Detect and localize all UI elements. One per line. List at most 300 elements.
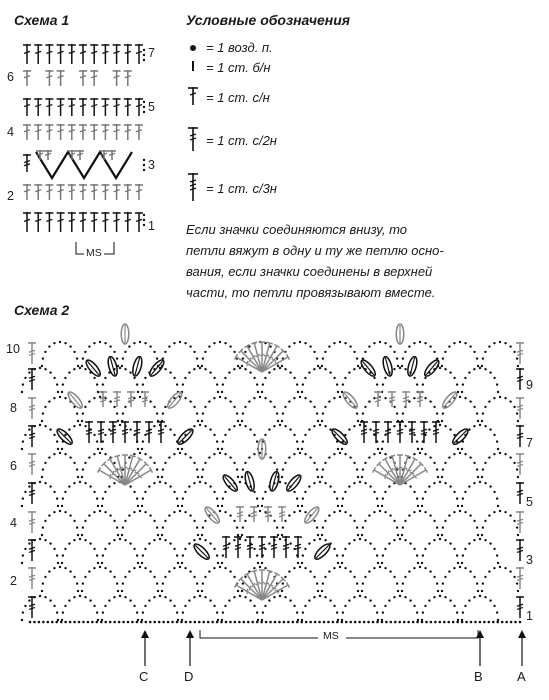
chain-dot	[217, 391, 219, 393]
chain-dot	[364, 482, 366, 484]
chain-dot	[302, 440, 304, 442]
chain-dot	[424, 567, 426, 569]
chain-dot	[44, 482, 46, 484]
chain-dot	[444, 520, 446, 522]
cluster-symbol	[121, 324, 129, 344]
chain-dot	[268, 371, 270, 373]
chain-dot	[402, 357, 404, 359]
chain-dot	[84, 462, 86, 464]
chain-dot	[289, 371, 291, 373]
stitch-symbol	[250, 506, 258, 522]
chain-dot	[261, 391, 263, 393]
cluster-symbol	[422, 358, 441, 378]
marker-arrow	[518, 630, 526, 666]
chain-dot	[184, 342, 186, 344]
chain-dot	[164, 539, 166, 541]
stitch-symbol	[101, 184, 109, 200]
chain-dot	[81, 534, 83, 536]
stitch-symbol	[416, 391, 424, 407]
chain-dot	[44, 520, 46, 522]
chain-dot	[299, 396, 301, 398]
scheme2-row-10: 10	[6, 342, 20, 356]
chain-dot	[239, 538, 241, 540]
fan-stitch	[235, 582, 264, 602]
chain-dot	[373, 548, 375, 550]
chain-dot	[289, 428, 291, 430]
stitch-symbol	[28, 539, 36, 561]
chain-dot	[309, 621, 312, 624]
chain-dot	[204, 351, 206, 353]
chain-dot	[61, 562, 63, 564]
chain-dot	[241, 590, 243, 592]
chain-dot	[353, 482, 355, 484]
chain-dot	[469, 456, 471, 458]
chain-dot	[93, 342, 95, 344]
chain-dot	[194, 621, 197, 624]
chain-dot	[44, 368, 46, 370]
chain-dot	[184, 605, 186, 607]
chain-dot	[253, 397, 255, 399]
chain-dot	[362, 582, 364, 584]
chain-dot	[253, 453, 255, 455]
chain-dot	[48, 400, 50, 402]
chain-dot	[53, 453, 55, 455]
stitch-symbol	[282, 536, 290, 558]
chain-dot	[364, 351, 366, 353]
chain-dot	[328, 400, 330, 402]
chain-dot	[22, 383, 24, 385]
chain-dot	[501, 621, 504, 624]
chain-dot	[237, 590, 239, 592]
chain-dot	[516, 468, 518, 470]
chain-dot	[379, 566, 381, 568]
chain-dot	[419, 452, 421, 454]
chain-dot	[477, 476, 479, 478]
chain-dot	[488, 345, 490, 347]
chain-dot	[484, 351, 486, 353]
chain-dot	[222, 440, 224, 442]
chain-dot	[219, 566, 221, 568]
chain-dot	[452, 621, 455, 624]
chain-dot	[421, 562, 423, 564]
chain-dot	[273, 462, 275, 464]
chain-dot	[424, 377, 426, 379]
chain-dot	[69, 570, 71, 572]
chain-dot	[281, 534, 283, 536]
chain-dot	[113, 462, 115, 464]
chain-dot	[461, 448, 463, 450]
chain-dot	[242, 412, 244, 414]
chain-dot	[162, 468, 164, 470]
chain-dot	[169, 485, 171, 487]
chain-dot	[499, 566, 501, 568]
stitch-symbol	[124, 212, 132, 232]
chain-dot	[282, 412, 284, 414]
chain-dot	[242, 357, 244, 359]
marker-b: B	[474, 669, 483, 684]
legend-text: = 1 ст. с/н	[206, 90, 270, 105]
stitch-symbol	[294, 536, 302, 558]
chain-dot	[297, 562, 299, 564]
chain-dot	[189, 570, 191, 572]
chain-dot	[129, 542, 131, 544]
chain-dot	[156, 582, 158, 584]
chain-dot	[222, 383, 224, 385]
chain-dot	[113, 351, 115, 353]
chain-dot	[356, 526, 358, 528]
chain-dot	[143, 111, 145, 113]
chain-dot	[244, 520, 246, 522]
stitch-symbol	[516, 342, 524, 364]
chain-dot	[53, 567, 55, 569]
chain-dot	[459, 566, 461, 568]
chain-dot	[216, 611, 218, 613]
chain-dot	[468, 599, 470, 601]
chain-dot	[213, 342, 215, 344]
chain-dot	[497, 448, 499, 450]
chain-dot	[324, 596, 326, 598]
chain-dot	[404, 425, 406, 427]
stitch-symbol	[388, 391, 396, 407]
chain-dot	[462, 554, 464, 556]
chain-dot	[243, 621, 246, 624]
chain-dot	[419, 566, 421, 568]
chain-dot	[377, 505, 379, 507]
scheme2-chart	[0, 320, 549, 690]
chain-dot	[182, 383, 184, 385]
chain-dot	[477, 365, 479, 367]
chain-dot	[233, 520, 235, 522]
chain-dot	[181, 448, 183, 450]
chain-dot	[53, 511, 55, 513]
chain-dot	[321, 420, 323, 422]
chain-dot	[342, 383, 344, 385]
chain-dot	[516, 357, 518, 359]
chain-dot	[304, 434, 306, 436]
marker-d: D	[184, 669, 194, 684]
chain-dot	[256, 611, 258, 613]
chain-dot	[141, 505, 143, 507]
chain-dot	[143, 54, 145, 56]
chain-dot	[353, 462, 355, 464]
chain-dot	[344, 548, 346, 550]
chain-dot	[433, 539, 435, 541]
chain-dot	[211, 621, 214, 624]
chain-dot	[379, 510, 381, 512]
chain-dot	[79, 367, 81, 369]
chain-dot	[456, 611, 458, 613]
chain-dot	[348, 599, 350, 601]
chain-dot	[119, 367, 121, 369]
stitch-symbol	[68, 44, 76, 64]
chain-dot	[413, 491, 415, 493]
chain-dot	[373, 453, 375, 455]
chain-dot	[404, 596, 406, 598]
chain-dot	[384, 342, 386, 344]
chain-dot	[399, 367, 401, 369]
chain-dot	[413, 567, 415, 569]
chain-dot	[239, 481, 241, 483]
chain-dot	[177, 505, 179, 507]
chain-dot	[304, 453, 306, 455]
chain-dot	[484, 462, 486, 464]
chain-dot	[304, 567, 306, 569]
chain-dot	[156, 468, 158, 470]
chain-dot	[229, 570, 231, 572]
chain-dot	[91, 621, 94, 624]
chain-dot	[379, 452, 381, 454]
chain-dot	[424, 548, 426, 550]
cluster-symbol	[330, 427, 350, 447]
chain-dot	[313, 520, 315, 522]
chain-dot	[99, 341, 101, 343]
chain-dot	[264, 434, 266, 436]
chain-dot	[87, 621, 90, 624]
chain-dot	[249, 599, 251, 601]
chain-dot	[276, 526, 278, 528]
chain-dot	[108, 485, 110, 487]
chain-dot	[424, 491, 426, 493]
chain-dot	[516, 582, 518, 584]
chain-dot	[56, 440, 58, 442]
stitch-symbol	[28, 368, 36, 390]
chain-dot	[493, 605, 495, 607]
chain-dot	[253, 377, 255, 379]
chain-dot	[388, 485, 390, 487]
chain-dot	[121, 590, 123, 592]
chain-dot	[441, 476, 443, 478]
chain-dot	[109, 621, 112, 624]
stitch-symbol	[57, 124, 65, 140]
chain-dot	[382, 611, 384, 613]
chain-dot	[168, 570, 170, 572]
chain-dot	[142, 554, 144, 556]
chain-dot	[109, 400, 111, 402]
chain-dot	[313, 425, 315, 427]
chain-dot	[284, 482, 286, 484]
chain-dot	[122, 357, 124, 359]
chain-dot	[157, 476, 159, 478]
chain-dot	[224, 567, 226, 569]
chain-dot	[264, 491, 266, 493]
chain-dot	[149, 456, 151, 458]
chain-dot	[113, 406, 115, 408]
chain-dot	[457, 619, 459, 621]
chain-dot	[57, 448, 59, 450]
chain-dot	[156, 412, 158, 414]
chain-dot	[357, 476, 359, 478]
chain-dot	[144, 605, 146, 607]
chain-dot	[233, 406, 235, 408]
stitch-symbol	[516, 511, 524, 533]
chain-dot	[289, 599, 291, 601]
chain-dot	[357, 420, 359, 422]
chain-dot	[453, 511, 455, 513]
chain-dot	[273, 406, 275, 408]
chain-dot	[409, 599, 411, 601]
chain-dot	[229, 621, 232, 624]
chain-dot	[44, 596, 46, 598]
chain-dot	[296, 497, 298, 499]
chain-dot	[429, 345, 431, 347]
chain-dot	[77, 420, 79, 422]
stitch-symbol	[79, 98, 87, 116]
chain-dot	[224, 491, 226, 493]
chain-dot	[513, 351, 515, 353]
chain-dot	[209, 371, 211, 373]
chain-dot	[44, 576, 46, 578]
chain-dot	[368, 456, 370, 458]
chain-dot	[493, 434, 495, 436]
chain-dot	[329, 599, 331, 601]
chain-dot	[84, 425, 86, 427]
chain-dot	[184, 491, 186, 493]
chain-dot	[293, 397, 295, 399]
chain-dot	[168, 456, 170, 458]
chain-dot	[448, 514, 450, 516]
chain-dot	[416, 497, 418, 499]
chain-dot	[173, 434, 175, 436]
chain-dot	[484, 406, 486, 408]
chain-dot	[133, 511, 135, 513]
chain-dot	[376, 383, 378, 385]
chain-dot	[181, 562, 183, 564]
chain-dot	[88, 570, 90, 572]
chain-dot	[129, 371, 131, 373]
chain-dot	[143, 169, 145, 171]
chain-dot	[369, 542, 371, 544]
chain-dot	[476, 412, 478, 414]
chain-dot	[497, 619, 499, 621]
chain-dot	[96, 383, 98, 385]
chain-dot	[113, 539, 115, 541]
chain-dot	[199, 538, 201, 540]
chain-dot	[317, 534, 319, 536]
chain-dot	[84, 596, 86, 598]
chain-dot	[488, 400, 490, 402]
stitch-symbol	[76, 150, 84, 160]
chain-dot	[288, 514, 290, 516]
stitch-symbol	[57, 98, 65, 116]
chain-dot	[469, 400, 471, 402]
chain-dot	[453, 491, 455, 493]
chain-dot	[321, 365, 323, 367]
cluster-symbol	[221, 473, 240, 493]
chain-dot	[204, 482, 206, 484]
stitch-symbol	[45, 44, 53, 64]
chain-dot	[144, 342, 146, 344]
scheme1-row-4: 4	[7, 125, 14, 139]
chain-dot	[139, 341, 141, 343]
chain-dot	[237, 476, 239, 478]
chain-dot	[328, 345, 330, 347]
chain-dot	[281, 476, 283, 478]
cluster-symbol	[147, 358, 166, 378]
stitch-symbol	[396, 421, 404, 443]
chain-dot	[348, 371, 350, 373]
chain-dot	[461, 619, 463, 621]
chain-dot	[56, 611, 58, 613]
chain-dot	[453, 548, 455, 550]
chain-dot	[101, 619, 103, 621]
zigzag-line	[36, 152, 132, 178]
chain-dot	[302, 554, 304, 556]
cluster-symbol	[341, 390, 360, 410]
chain-dot	[404, 539, 406, 541]
chain-dot	[173, 605, 175, 607]
chain-dot	[384, 491, 386, 493]
chain-dot	[299, 510, 301, 512]
chain-dot	[198, 621, 201, 624]
chain-dot	[409, 542, 411, 544]
chain-dot	[137, 505, 139, 507]
chain-dot	[361, 534, 363, 536]
legend-item-chain	[186, 40, 273, 55]
chain-dot	[179, 510, 181, 512]
chain-dot	[93, 434, 95, 436]
chain-dot	[104, 453, 106, 455]
stitch-symbol	[135, 124, 143, 140]
chain-dot	[429, 570, 431, 572]
chain-dot	[244, 351, 246, 353]
chain-dot	[38, 621, 41, 624]
chain-dot	[339, 452, 341, 454]
cluster-symbol	[268, 471, 281, 492]
chain-dot	[261, 505, 263, 507]
chain-dot	[462, 497, 464, 499]
chain-dot	[464, 377, 466, 379]
chain-dot	[217, 448, 219, 450]
chain-dot	[367, 621, 370, 624]
chain-dot	[448, 345, 450, 347]
chain-dot	[364, 596, 366, 598]
chain-dot	[513, 406, 515, 408]
chain-dot	[104, 342, 106, 344]
stitch-symbol	[113, 44, 121, 64]
chain-dot	[422, 554, 424, 556]
scheme2-ms-label: MS	[323, 630, 339, 642]
stitch-symbol	[108, 150, 116, 160]
chain-dot	[188, 542, 190, 544]
chain-dot	[393, 596, 395, 598]
stitch-symbol	[516, 397, 524, 419]
chain-dot	[64, 342, 66, 344]
chain-dot	[324, 425, 326, 427]
chain-dot	[93, 491, 95, 493]
cluster-symbol	[176, 427, 196, 447]
chain-dot	[124, 351, 126, 353]
chain-dot	[464, 548, 466, 550]
chain-dot	[388, 599, 390, 601]
scheme1-title: Схема 1	[14, 12, 70, 28]
chain-dot	[356, 357, 358, 359]
chain-dot	[97, 562, 99, 564]
chain-dot	[216, 383, 218, 385]
chain-dot	[482, 582, 484, 584]
chain-dot	[509, 570, 511, 572]
chain-dot	[41, 534, 43, 536]
chain-dot	[222, 611, 224, 613]
fan-stitch	[235, 354, 264, 374]
chain-dot	[462, 383, 464, 385]
cluster-symbol	[203, 505, 222, 525]
chain-dot	[265, 621, 268, 624]
legend-item-tr	[186, 126, 277, 155]
stitch-symbol	[28, 596, 36, 618]
chain-dot	[204, 368, 206, 370]
chain-dot	[413, 548, 415, 550]
chain-dot	[221, 391, 223, 393]
